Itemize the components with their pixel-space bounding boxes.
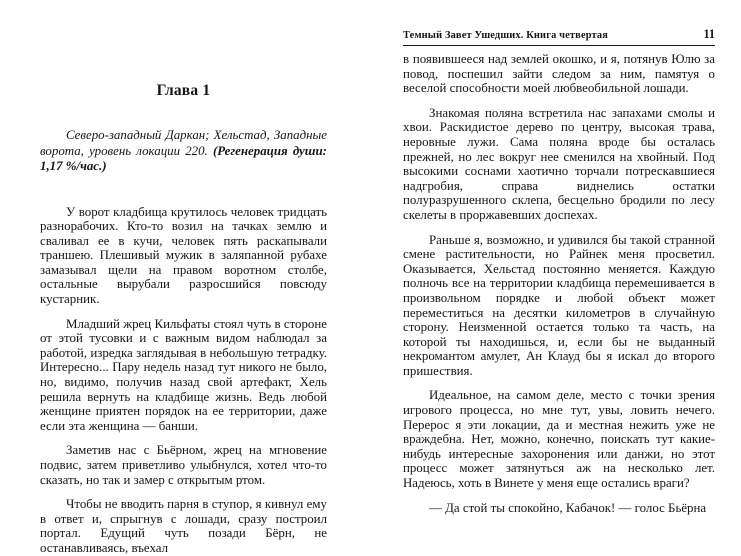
left-page-body xyxy=(40,205,327,556)
running-head xyxy=(403,27,715,46)
left-page xyxy=(0,0,370,555)
paragraph: Знакомая поляна встретила нас запахами смолы и хвои. Раскидистое дерево по центру, высокая трава, неровные лужи. Сама поляна вроде бы осталась прежней, но лес вокруг нее сменился на хвойный. Под высокими соснами хаотично торчали потрескавшиеся надгробия, справа виднелись остатки полуразрушенного склепа, бесцельно бродили по лесу скелеты в проржавевших доспехах. xyxy=(403,105,715,222)
paragraph: Младший жрец Кильфаты стоял чуть в стороне от этой тусовки и с важным видом наблюдал за работой, изредка заглядывая в небольшую тетрадку. Интересно... Пару недель назад тут никого не было, но, видимо, получив назад свой артефакт, Хель решила вернуть на кладбище жизнь. Ведь любой женщине приятен порядок на ее территории, даже если эта женщина — банши. xyxy=(40,316,327,433)
paragraph: — Да стой ты спокойно, Кабачок! — голос Бьёрна xyxy=(429,500,707,515)
paragraph: Заметив нас с Бьёрном, жрец на мгновение подвис, затем приветливо улыбнулся, хотел что-то сказать, но так и замер с открытым ртом. xyxy=(40,443,327,487)
scene-location-text: Северо-западный Даркан; Хельстад, Западные ворота, уровень локации 220. xyxy=(40,128,327,158)
scene-location-note xyxy=(40,128,327,175)
right-page xyxy=(371,0,741,540)
page-number: 11 xyxy=(703,27,715,41)
left-page-text-column xyxy=(40,82,327,556)
right-page-text-column xyxy=(403,52,715,515)
paragraph: У ворот кладбища крутилось человек тридцать разнорабочих. Кто-то возил на тачках землю и сваливал ее в кучи, человек пять раскапывали траншею. Плешивый мужик в заляпанной рубахе замазывал щели на правом воротном столбе, остальные вырубали разросшийся повсюду кустарник. xyxy=(40,204,327,307)
soul-regeneration-stat: (Регенерация души: 1,17 %/час.) xyxy=(40,143,327,173)
paragraph: Чтобы не вводить парня в ступор, я кивнул ему в ответ и, спрыгнув с лошади, сразу построил портал. Едущий чуть позади Бёрн, не останавливаясь, въехал xyxy=(40,497,327,555)
chapter-title: Глава 1 xyxy=(156,82,211,99)
paragraph: Раньше я, возможно, и удивился бы такой странной смене растительности, но Райнек меня просветил. Оказывается, Хельстад постоянно меняется. Каждую полночь все на территории кладбища перемешивается в произвольном порядке и любой объект может переместиться на десятки километров в случайную сторону. Неизменной остается только та часть, на которой ты находишься, и, если бы не выданный некромантом амулет, Ан Клауд бы я искал до второго пришествия. xyxy=(403,232,715,378)
paragraph: в появившееся над землей окошко, и я, потянув Юлю за повод, поспешил зайти следом за ним, памятуя о веселой способности моей любвеобильной лошади. xyxy=(403,52,715,96)
running-head-title: Темный Завет Ушедших. Книга четвертая xyxy=(403,30,608,41)
paragraph: Идеальное, на самом деле, место с точки зрения игрового процесса, но мне тут, увы, ловить нечего. Перерос я эти локации, да и местная нежить уже не враждебна. Нет, можно, конечно, поискать тут какие-нибудь интересные захоронения или данжи, но этот процесс может затянуться аж на несколько лет. Надеюсь, хоть в Винете у меня еще остались враги? xyxy=(403,388,715,491)
